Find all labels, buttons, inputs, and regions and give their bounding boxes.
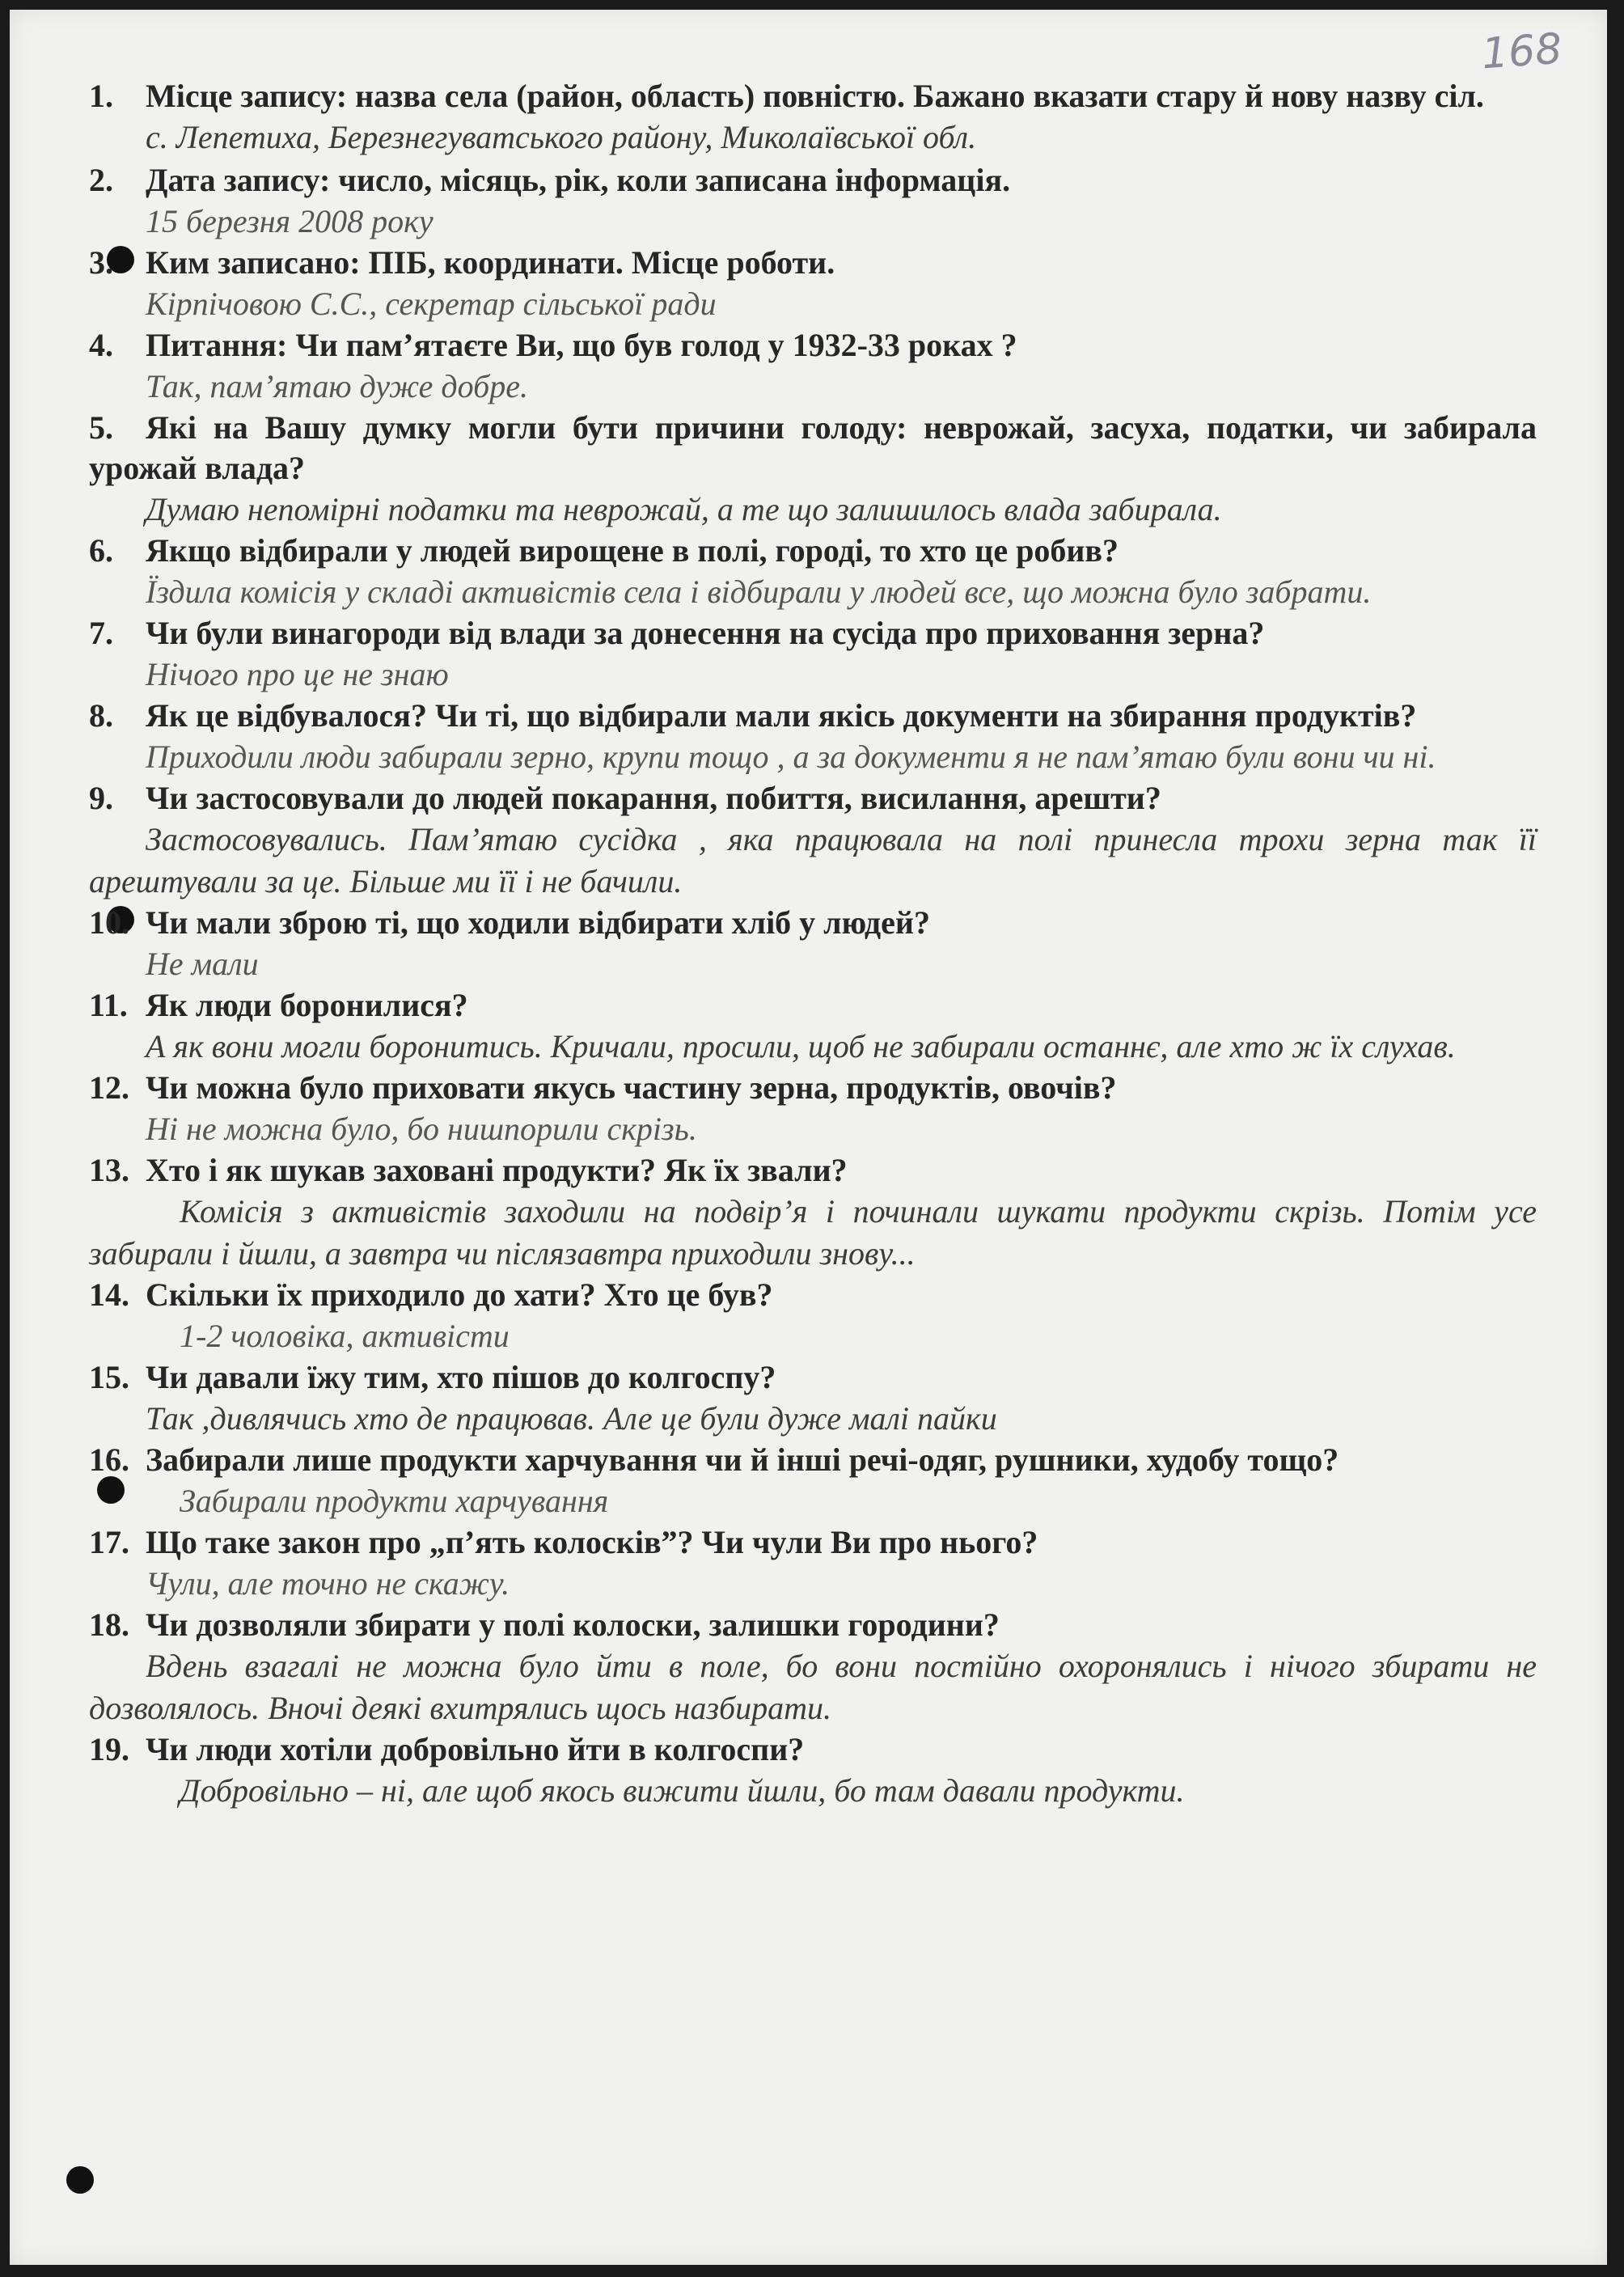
answer-1: с. Лепетиха, Березнегуватського району, Миколаївської обл.	[146, 119, 977, 155]
question-4: 4. Питання: Чи пам’ятаєте Ви, що був голод у 1932-33 роках ?	[89, 327, 1017, 363]
answer-13: Комісія з активістів заходили на подвір’я і починали шукати продукти скрізь. Потім усе забирали і йшли, а завтра чи післязавтра приходили знову...	[89, 1193, 1537, 1272]
answer-14: 1-2 чоловіка, активісти	[180, 1318, 510, 1354]
question-9: 9. Чи застосовували до людей покарання, побиття, висилання, арешти?	[89, 780, 1161, 816]
answer-12: Ні не можна було, бо нишпорили скрізь.	[146, 1111, 697, 1147]
question-17: 17. Що таке закон про „п’ять колосків”? Чи чули Ви про нього?	[89, 1524, 1038, 1560]
question-6: 6. Якщо відбирали у людей вирощене в полі, городі, то хто це робив?	[89, 532, 1119, 569]
answer-7: Нічого про це не знаю	[146, 656, 449, 692]
question-16: 16. Забирали лише продукти харчування чи й інші речі-одяг, рушники, худобу тощо?	[89, 1441, 1339, 1478]
question-10: 10. Чи мали зброю ті, що ходили відбирати хліб у людей?	[89, 904, 930, 941]
answer-11: А як вони могли боронитись. Кричали, просили, щоб не забирали останнє, але хто ж їх слухав.	[146, 1028, 1456, 1064]
answer-16: Забирали продукти харчування	[180, 1483, 609, 1519]
answer-6: Їздила комісія у складі активістів села і відбирали у людей все, що можна було забрати.	[146, 573, 1372, 610]
page-number: 168	[1480, 24, 1564, 79]
answer-3: Кірпічовою С.С., секретар сільської ради	[146, 286, 717, 322]
answer-8: Приходили люди забирали зерно, крупи тощо , а за документи я не пам’ятаю були вони чи ні.	[146, 739, 1436, 775]
answer-15: Так ,дивлячись хто де працював. Але це були дуже малі пайки	[146, 1400, 997, 1437]
question-5: 5. Які на Вашу думку могли бути причини голоду: неврожай, засуха, податки, чи забирала урожай влада?	[89, 409, 1537, 486]
question-13: 13. Хто і як шукав заховані продукти? Як їх звали?	[89, 1152, 848, 1188]
answer-2: 15 березня 2008 року	[146, 203, 433, 239]
punch-hole	[66, 2166, 94, 2194]
answer-5: Думаю непомірні податки та неврожай, а те що залишилось влада забирала.	[146, 491, 1222, 527]
document-page	[10, 10, 1607, 2265]
question-12: 12. Чи можна було приховати якусь частину зерна, продуктів, овочів?	[89, 1069, 1117, 1106]
questionnaire	[89, 76, 1537, 1812]
answer-19: Добровільно – ні, але щоб якось вижити йшли, бо там давали продукти.	[180, 1772, 1185, 1809]
question-1: 1. Місце запису: назва села (район, область) повністю. Бажано вказати стару й нову назву сіл.	[89, 78, 1484, 114]
answer-18: Вдень взагалі не можна було йти в поле, бо вони постійно охоронялись і нічого збирати не дозволялось. Вночі деякі вхитрялись щось назбирати.	[89, 1648, 1537, 1726]
answer-9: Застосовувались. Пам’ятаю сусідка , яка працювала на полі принесла трохи зерна так її арештували за це. Більше ми її і не бачили.	[89, 821, 1537, 899]
answer-17: Чули, але точно не скажу.	[146, 1565, 510, 1602]
question-8: 8. Як це відбувалося? Чи ті, що відбирали мали якісь документи на збирання продуктів?	[89, 697, 1417, 734]
question-15: 15. Чи давали їжу тим, хто пішов до колгоспу?	[89, 1359, 776, 1395]
question-18: 18. Чи дозволяли збирати у полі колоски, залишки городини?	[89, 1606, 1000, 1643]
question-2: 2. Дата запису: число, місяць, рік, коли записана інформація.	[89, 162, 1011, 198]
answer-10: Не мали	[146, 946, 259, 982]
question-3: 3. Ким записано: ПІБ, координати. Місце роботи.	[89, 244, 835, 281]
question-7: 7. Чи були винагороди від влади за донесення на сусіда про приховання зерна?	[89, 615, 1265, 651]
question-14: 14. Скільки їх приходило до хати? Хто це був?	[89, 1276, 773, 1313]
question-19: 19. Чи люди хотіли добровільно йти в колгоспи?	[89, 1731, 805, 1767]
answer-4: Так, пам’ятаю дуже добре.	[146, 368, 529, 404]
question-11: 11. Як люди боронилися?	[89, 987, 468, 1023]
